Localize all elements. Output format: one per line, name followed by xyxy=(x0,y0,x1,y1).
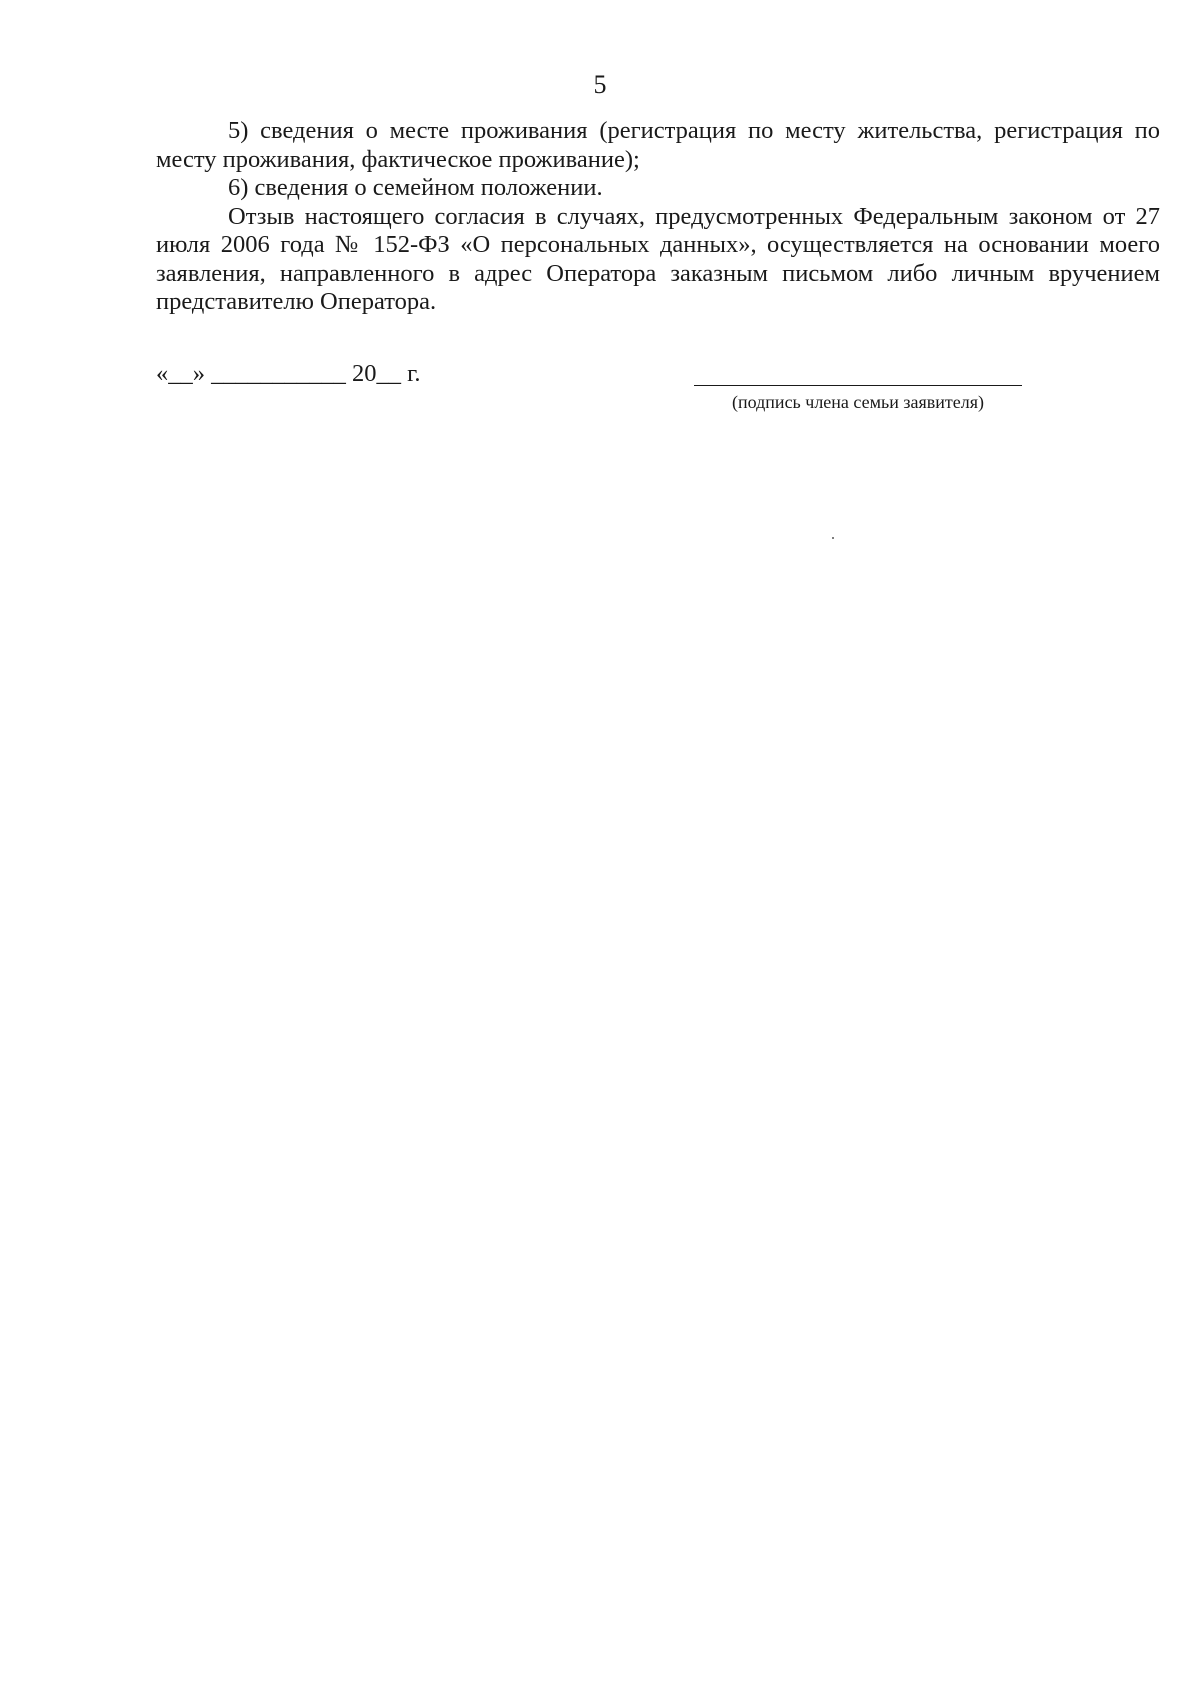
signature-caption: (подпись члена семьи заявителя) xyxy=(732,392,984,412)
signature-line xyxy=(694,385,1022,386)
paragraph-item-5: 5) сведения о месте проживания (регистрация по месту жительства, регистрация по месту проживания, фактическое проживание); xyxy=(156,117,1160,173)
document-body xyxy=(156,117,1160,317)
date-line: «__» ___________ 20__ г. xyxy=(156,360,421,387)
page-number: 5 xyxy=(593,70,607,99)
paragraph-revocation: Отзыв настоящего согласия в случаях, предусмотренных Федеральным законом от 27 июля 2006 года № 152-ФЗ «О персональных данных», осуществляется на основании моего заявления, направленного в адрес Оператора заказным письмом либо личным вручением представителю Оператора. xyxy=(156,202,1160,315)
scan-speck xyxy=(832,537,834,539)
paragraph-item-6: 6) сведения о семейном положении. xyxy=(228,174,603,201)
